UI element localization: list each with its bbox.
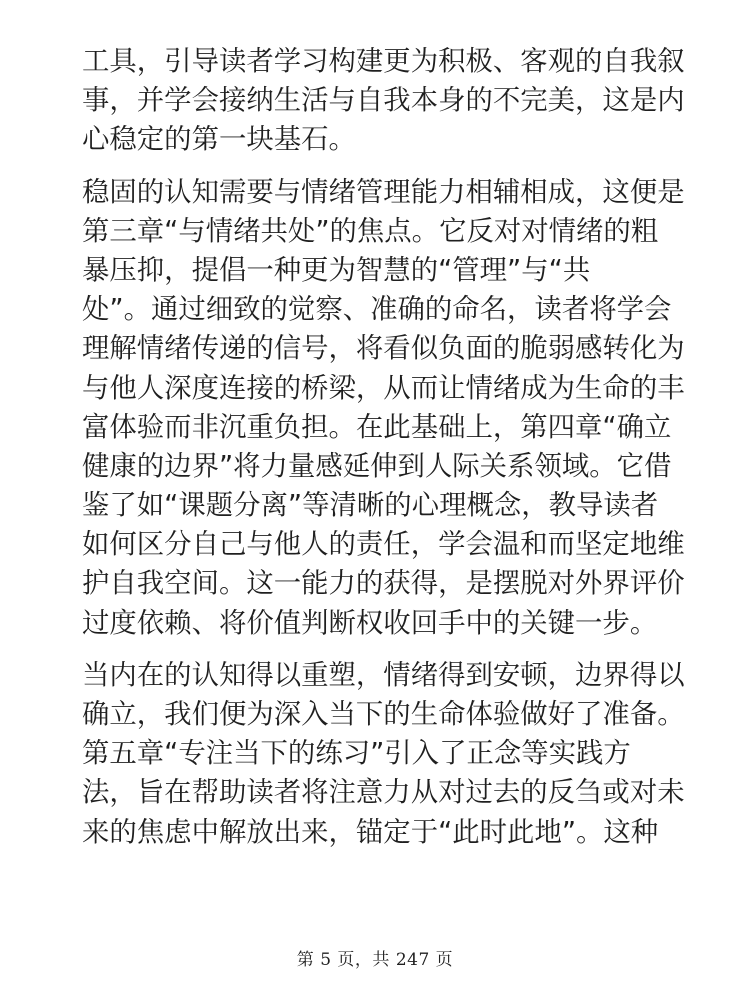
paragraph-1 xyxy=(82,42,685,160)
text-line: 与他人深度连接的桥梁，从而让情绪成为生命的丰 xyxy=(82,372,685,404)
text-line: 暴压抑，提倡一种更为智慧的“管理”与“共 xyxy=(82,254,591,286)
text-line: 工具，引导读者学习构建更为积极、客观的自我叙 xyxy=(82,46,685,77)
text-line: 当内在的认知得以重塑，情绪得到安顿，边界得以 xyxy=(82,659,685,691)
text-line: 理解情绪传递的信号，将看似负面的脆弱感转化为 xyxy=(82,333,685,365)
text-line: 法，旨在帮助读者将注意力从对过去的反刍或对未 xyxy=(82,777,685,809)
text-line: 来的焦虑中解放出来，锚定于“此时此地”。这种 xyxy=(82,816,659,848)
text-line: 鉴了如“课题分离”等清晰的心理概念，教导读者 xyxy=(82,490,659,522)
text-line: 心稳定的第一块基石。 xyxy=(82,124,356,156)
page-number-footer: 第 5 页，共 247 页 xyxy=(296,950,454,970)
text-line: 富体验而非沉重负担。在此基础上，第四章“确立 xyxy=(82,411,672,443)
text-line: 护自我空间。这一能力的获得，是摆脱对外界评价 xyxy=(82,568,685,600)
text-line: 如何区分自己与他人的责任，学会温和而坚定地维 xyxy=(82,529,685,561)
text-line: 稳固的认知需要与情绪管理能力相辅相成，这便是 xyxy=(82,176,685,208)
text-line: 确立，我们便为深入当下的生命体验做好了准备。 xyxy=(82,699,685,730)
paragraph-2 xyxy=(82,173,685,643)
text-line: 第三章“与情绪共处”的焦点。它反对对情绪的粗 xyxy=(82,215,659,247)
text-line: 事，并学会接纳生活与自我本身的不完美，这是内 xyxy=(82,85,685,117)
paragraph-3 xyxy=(82,656,685,852)
text-line: 过度依赖、将价值判断权收回手中的关键一步。 xyxy=(82,607,658,639)
text-line: 第五章“专注当下的练习”引入了正念等实践方 xyxy=(82,738,631,770)
body-text xyxy=(82,42,685,865)
text-line: 处”。通过细致的觉察、准确的命名，读者将学会 xyxy=(82,294,672,326)
text-line: 健康的边界”将力量感延伸到人际关系领域。它借 xyxy=(82,450,672,482)
